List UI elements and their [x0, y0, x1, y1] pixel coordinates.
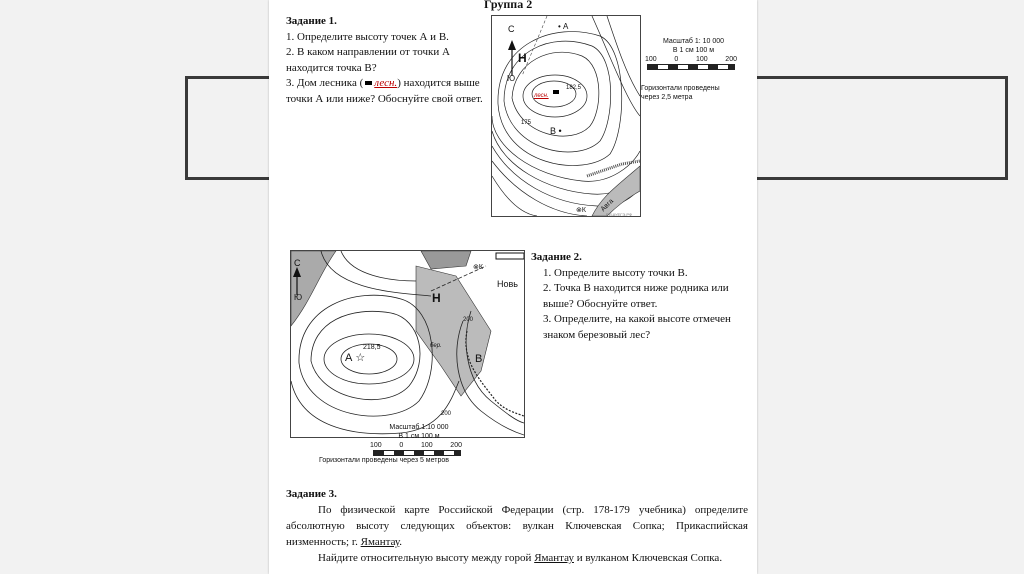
map1-contour-note: Горизонтали проведены через 2,5 метра: [641, 85, 720, 101]
topo-map-1-contours: [492, 16, 640, 216]
map1-house-label: лесн.: [534, 93, 549, 99]
task1-block: [286, 14, 491, 107]
map2-tick-1: 0: [399, 442, 404, 449]
map2-point-a: А ☆: [345, 352, 366, 364]
task3-p2-text: Найдите относительную высоту между горой: [318, 552, 535, 564]
map2-legend: [319, 423, 509, 465]
map1-north-label: С: [508, 24, 515, 34]
map2-spring-label: ⊗К: [473, 264, 483, 271]
map2-scale-sub: В 1 см 100 м: [398, 433, 440, 440]
map1-tick-1: 0: [674, 56, 679, 63]
topo-map-1: [491, 15, 641, 217]
task3-p1-name: Ямантау: [360, 536, 400, 548]
map1-watermark: РЕШУЕГЭ.РФ: [606, 212, 633, 217]
map2-contour-note: Горизонтали проведены через 5 метров: [319, 457, 449, 464]
task3-p1-end: .: [399, 536, 403, 548]
task1-q3-start: 3. Дом лесника (: [286, 77, 364, 89]
map2-tick-3: 200: [450, 442, 462, 449]
map1-scale-ticks: [645, 55, 737, 64]
task2-question-1: 1. Определите высоту точки В.: [543, 266, 688, 279]
task1-question-1: 1. Определите высоту точек А и В.: [286, 30, 449, 43]
task1-question-2: 2. В каком направлении от точки А находится точка В?: [286, 46, 450, 74]
task3-title: Задание 3.: [286, 488, 337, 500]
task3-p2-name: Ямантау: [534, 552, 574, 564]
map1-spring-text: К: [581, 207, 586, 214]
map1-south-label: Ю: [507, 74, 516, 83]
map1-spring-label: ⊗К: [576, 207, 586, 214]
task3-block: [286, 486, 748, 566]
task2-block: [531, 250, 757, 343]
task1-q3-symbol: лесн.: [374, 77, 398, 89]
map1-arrow-label: Н: [518, 51, 527, 65]
map1-scale-bar: [647, 64, 735, 70]
map1-point-b: В •: [550, 126, 562, 136]
map1-scale-sub: В 1 см 100 м: [672, 47, 715, 54]
map2-scale-ticks: [370, 441, 462, 450]
map2-elev-peak: 218,5: [363, 344, 381, 351]
task3-paragraph-1: [286, 502, 748, 550]
document-page: [269, 0, 757, 574]
group-title: Группа 2: [484, 0, 533, 11]
map2-elev-200b: 200: [441, 411, 452, 417]
forester-house-icon: [553, 90, 559, 94]
task3-p1-text: По физической карте Российской Федерации (стр. 178-179 учебника) определите абсолютную высоту следующих объектов: вулкан Ключевская Сопка; Прикаспийская низменность; г.: [286, 504, 748, 548]
map2-spring-text: К: [478, 264, 483, 271]
map1-legend: [641, 37, 746, 102]
map2-elev-200a: 200: [463, 317, 474, 323]
map2-point-b: В: [475, 353, 483, 365]
topo-map-2: [290, 250, 525, 438]
task1-question-3: [286, 76, 491, 107]
map2-north-label: С: [294, 258, 301, 268]
map1-point-a-label: А: [563, 22, 569, 31]
map1-tick-0: 100: [645, 56, 657, 63]
map1-elev-175: 175: [521, 120, 532, 126]
topo-map-2-contours: [291, 251, 524, 437]
map2-tick-0: 100: [370, 442, 382, 449]
task2-title: Задание 2.: [531, 251, 582, 263]
task1-q3-end: ) находится выше точки А или ниже? Обоснуйте свой ответ.: [286, 77, 483, 105]
task1-title: Задание 1.: [286, 15, 337, 27]
map2-arrow-label: Н: [432, 291, 441, 305]
map1-river-label: Авга: [599, 197, 616, 214]
map2-point-a-label: А: [345, 352, 353, 364]
task2-question-3: 3. Определите, на какой высоте отмечен знаком березовый лес?: [543, 313, 731, 341]
house-symbol-icon: [365, 81, 372, 85]
task2-question-2: 2. Точка В находится ниже родника или выше? Обоснуйте ответ.: [543, 282, 729, 310]
map1-point-a: • А: [558, 22, 569, 31]
map1-scale-title: Масштаб 1: 10 000: [662, 38, 725, 45]
map1-tick-2: 100: [695, 56, 708, 63]
map1-elev-peak: 182,5: [566, 85, 582, 91]
map2-scale-title: Масштаб 1:10 000: [389, 424, 449, 431]
task3-p2-end: и вулканом Ключевская Сопка.: [573, 552, 723, 564]
map2-tick-2: 100: [420, 442, 433, 449]
map2-birch-label: бер.: [430, 343, 442, 349]
task3-paragraph-2: [286, 550, 748, 566]
map1-point-b-label: В: [550, 126, 557, 136]
map1-tick-3: 200: [725, 56, 737, 63]
map2-village-label: Новь: [497, 279, 518, 289]
map2-south-label: Ю: [294, 293, 303, 302]
